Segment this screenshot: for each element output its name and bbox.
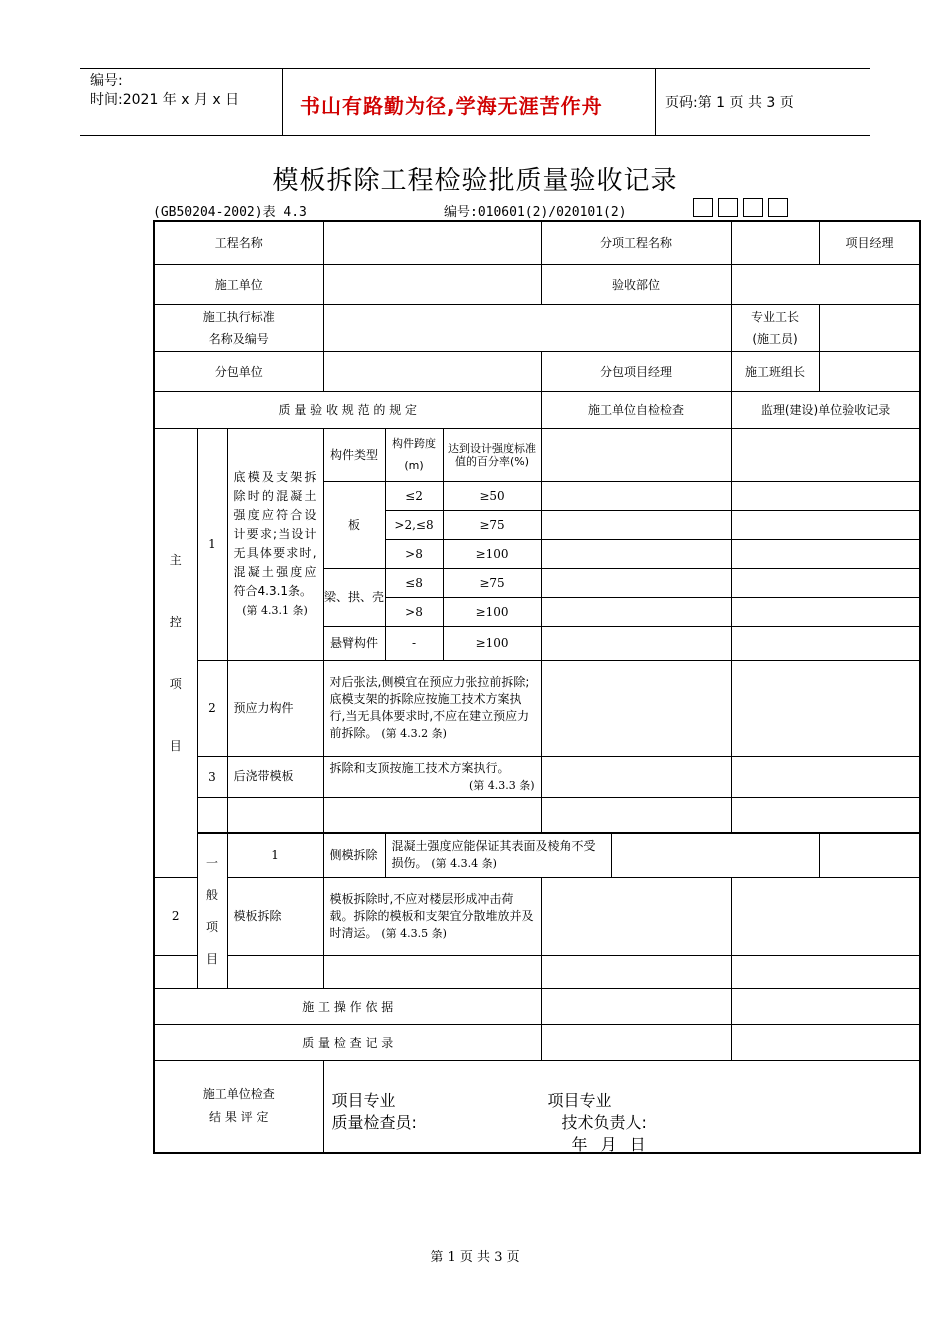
- general-item2-desc-text: 模板拆除时,不应对楼层形成冲击荷载。拆除的模板和支架宜分散堆放并及时清运。: [329, 891, 534, 940]
- col-span-header: 构件跨度(m): [385, 428, 443, 481]
- blank-name-cell[interactable]: [227, 955, 323, 988]
- header-time-label: 时间:2021 年 x 月 x 日: [90, 92, 240, 108]
- main-item3-clause: (第 4.3.3 条): [468, 778, 535, 792]
- self-check-cell[interactable]: [541, 626, 731, 660]
- tech-lead-label: [548, 1090, 650, 1156]
- col-strength-header: 达到设计强度标准值的百分率(%): [443, 428, 541, 481]
- subcontractor-label: 分包单位: [154, 351, 323, 391]
- self-check-cell[interactable]: [541, 428, 731, 481]
- header-motto: 书山有路勤为径,学海无涯苦作舟: [300, 94, 603, 118]
- span-value: >2,≤8: [385, 510, 443, 539]
- page-footer: 第 1 页 共 3 页: [430, 1250, 520, 1265]
- execution-standard-label: [154, 304, 323, 351]
- main-blank-row: [154, 797, 920, 832]
- strength-value: ≥100: [443, 597, 541, 626]
- team-leader-label: 施工班组长: [731, 351, 819, 391]
- header-top-rule: [80, 68, 870, 69]
- main-item3-name: 后浇带模板: [227, 756, 323, 797]
- header-number-label: 编号:: [90, 73, 123, 89]
- main-item1-description: [227, 428, 323, 660]
- sub-project-name-label: 分项工程名称: [541, 221, 731, 264]
- evaluation-row: [154, 1060, 920, 1153]
- general-item1-number: 1: [227, 833, 323, 877]
- component-type-slab: 板: [323, 481, 385, 568]
- self-check-cell[interactable]: [541, 756, 731, 797]
- main-item2-desc-text: 对后张法,侧模宜在预应力张拉前拆除;底模支架的拆除应按施工技术方案执行,当无具体要求时,不应在建立预应力前拆除。: [329, 675, 530, 740]
- self-check-cell[interactable]: [541, 597, 731, 626]
- span-value: ≤2: [385, 481, 443, 510]
- supervision-cell[interactable]: [731, 955, 920, 988]
- general-item2-name: 模板拆除: [227, 877, 323, 955]
- main-item1-desc-text: 底模及支架拆除时的混凝土强度应符合设计要求;当设计无具体要求时,混凝土强度应符合4.3.1条。: [233, 470, 317, 598]
- supervision-cell[interactable]: [731, 660, 920, 756]
- main-item3-row: [154, 756, 920, 797]
- acceptance-part-label: 验收部位: [541, 264, 731, 304]
- info-row-4: [154, 351, 920, 391]
- self-check-cell[interactable]: [541, 797, 731, 832]
- span-value: >8: [385, 539, 443, 568]
- main-control-char-2: 控: [169, 614, 182, 629]
- acceptance-part-value[interactable]: [731, 264, 920, 304]
- general-item1-description: [385, 833, 611, 877]
- execution-standard-value[interactable]: [323, 304, 731, 351]
- code-box-2[interactable]: [718, 198, 738, 217]
- header-page-label: 页码:第 1 页 共 3 页: [665, 95, 794, 111]
- header-bottom-rule: [80, 135, 870, 136]
- self-check-cell[interactable]: [541, 568, 731, 597]
- execution-standard-label-line2: 名称及编号: [208, 331, 269, 346]
- tech-lead-line1: 项目专业: [547, 1090, 612, 1110]
- strength-value: ≥100: [443, 626, 541, 660]
- main-item2-row: [154, 660, 920, 756]
- supervision-cell[interactable]: [819, 833, 920, 877]
- strength-value: ≥50: [443, 481, 541, 510]
- self-check-cell[interactable]: [541, 481, 731, 510]
- general-item1-name: 侧模拆除: [323, 833, 385, 877]
- general-item2-description: [323, 877, 541, 955]
- general-category: [197, 833, 227, 988]
- self-check-column-header: 施工单位自检检查: [541, 391, 731, 428]
- quality-inspector-line1: 项目专业: [331, 1090, 396, 1110]
- info-row-2: [154, 264, 920, 304]
- acceptance-record-table: [153, 220, 921, 1154]
- supervision-cell[interactable]: [731, 797, 920, 832]
- operation-basis-label: 施 工 操 作 依 据: [154, 988, 541, 1024]
- general-item2-row: [154, 877, 920, 955]
- supervision-cell[interactable]: [731, 626, 920, 660]
- span-value: -: [385, 626, 443, 660]
- span-value: >8: [385, 597, 443, 626]
- general-item2-number: 2: [154, 877, 197, 955]
- general-item1-clause: (第 4.3.4 条): [431, 857, 497, 870]
- project-name-value[interactable]: [323, 221, 541, 264]
- main-item2-clause: (第 4.3.2 条): [381, 727, 447, 740]
- evaluation-label-line1: 施工单位检查: [202, 1087, 275, 1102]
- general-item1-desc-text: 混凝土强度应能保证其表面及棱角不受损伤。: [391, 839, 596, 870]
- general-char-3: 项: [205, 919, 218, 934]
- sub-project-name-value[interactable]: [731, 221, 819, 264]
- inspection-record-row: [154, 1024, 920, 1060]
- self-check-cell[interactable]: [541, 539, 731, 568]
- general-blank-row: [154, 955, 920, 988]
- foreman-label-line2: (施工员): [752, 331, 798, 346]
- main-item2-name: 预应力构件: [227, 660, 323, 756]
- main-item3-number: 3: [197, 756, 227, 797]
- supervision-cell[interactable]: [731, 756, 920, 797]
- construction-unit-label: 施工单位: [154, 264, 323, 304]
- document-title: 模板拆除工程检验批质量验收记录: [272, 166, 678, 196]
- main-control-char-1: 主: [169, 552, 182, 567]
- spec-column-header: 质 量 验 收 规 范 的 规 定: [154, 391, 541, 428]
- quality-inspector-label: [332, 1090, 417, 1134]
- main-control-category: [154, 428, 197, 877]
- main-control-char-4: 目: [169, 738, 182, 753]
- main-control-char-3: 项: [169, 676, 182, 691]
- self-check-cell[interactable]: [541, 510, 731, 539]
- inspection-record-supervision[interactable]: [731, 1024, 920, 1060]
- span-value: ≤8: [385, 568, 443, 597]
- basis-row: [154, 988, 920, 1024]
- blank-number-cell[interactable]: [197, 797, 227, 832]
- column-header-row: [154, 391, 920, 428]
- evaluation-label-line2: 结 果 评 定: [209, 1110, 269, 1125]
- supervision-cell[interactable]: [731, 539, 920, 568]
- subcontractor-value[interactable]: [323, 351, 541, 391]
- team-leader-value[interactable]: [819, 351, 920, 391]
- foreman-label: [731, 304, 819, 351]
- supervision-cell[interactable]: [731, 568, 920, 597]
- tech-lead-line2: 技术负责人:: [561, 1112, 647, 1132]
- sub-manager-label: 分包项目经理: [541, 351, 731, 391]
- operation-basis-supervision[interactable]: [731, 988, 920, 1024]
- construction-unit-value[interactable]: [323, 264, 541, 304]
- supervision-cell[interactable]: [731, 428, 920, 481]
- strength-value: ≥75: [443, 510, 541, 539]
- self-check-cell[interactable]: [541, 877, 731, 955]
- inspection-record-value[interactable]: [541, 1024, 731, 1060]
- self-check-cell[interactable]: [541, 955, 731, 988]
- code-box-4[interactable]: [768, 198, 788, 217]
- supervision-cell[interactable]: [731, 510, 920, 539]
- document-code: 编号:010601(2)/020101(2): [444, 205, 627, 220]
- main-item3-desc-text: 拆除和支顶按施工技术方案执行。: [329, 760, 510, 775]
- header-divider-right: [655, 68, 656, 135]
- general-item2-clause: (第 4.3.5 条): [381, 926, 447, 940]
- main-item3-description: [323, 756, 541, 797]
- execution-standard-label-line1: 施工执行标准: [202, 309, 275, 324]
- header-divider-left: [282, 68, 283, 135]
- project-manager-label: 项目经理: [819, 221, 920, 264]
- main-item2-description: [323, 660, 541, 756]
- inspection-record-label: 质 量 检 查 记 录: [154, 1024, 541, 1060]
- self-check-cell[interactable]: [541, 660, 731, 756]
- foreman-value[interactable]: [819, 304, 920, 351]
- project-name-label: 工程名称: [154, 221, 323, 264]
- operation-basis-value[interactable]: [541, 988, 731, 1024]
- general-char-4: 目: [205, 951, 218, 966]
- blank-name-cell[interactable]: [227, 797, 323, 832]
- info-row-3: [154, 304, 920, 351]
- code-box-3[interactable]: [743, 198, 763, 217]
- foreman-label-line1: 专业工长: [751, 309, 800, 324]
- info-row-1: [154, 221, 920, 264]
- evaluation-date: 年 月 日: [571, 1134, 650, 1154]
- component-type-beam: 梁、拱、壳: [323, 568, 385, 626]
- evaluation-signature-area[interactable]: [323, 1060, 920, 1153]
- main-item2-number: 2: [197, 660, 227, 756]
- blank-number-cell[interactable]: [154, 955, 197, 988]
- col-component-type-header: 构件类型: [323, 428, 385, 481]
- general-char-2: 般: [205, 887, 218, 902]
- supervision-cell[interactable]: [731, 877, 920, 955]
- supervision-cell[interactable]: [731, 597, 920, 626]
- evaluation-label: [154, 1060, 323, 1153]
- strength-value: ≥75: [443, 568, 541, 597]
- component-type-cantilever: 悬臂构件: [323, 626, 385, 660]
- strength-value: ≥100: [443, 539, 541, 568]
- blank-desc-cell[interactable]: [323, 797, 541, 832]
- general-char-1: 一: [205, 855, 218, 870]
- main-item1-number: 1: [197, 428, 227, 660]
- general-item1-row: [154, 833, 920, 877]
- main-item1-clause: (第 4.3.1 条): [242, 604, 308, 617]
- main-item1-header-row: [154, 428, 920, 481]
- supervision-cell[interactable]: [731, 481, 920, 510]
- quality-inspector-line2: 质量检查员:: [331, 1112, 417, 1132]
- blank-desc-cell[interactable]: [323, 955, 541, 988]
- supervision-column-header: 监理(建设)单位验收记录: [731, 391, 920, 428]
- self-check-cell[interactable]: [611, 833, 819, 877]
- standard-reference: (GB50204-2002)表 4.3: [153, 205, 307, 220]
- code-box-1[interactable]: [693, 198, 713, 217]
